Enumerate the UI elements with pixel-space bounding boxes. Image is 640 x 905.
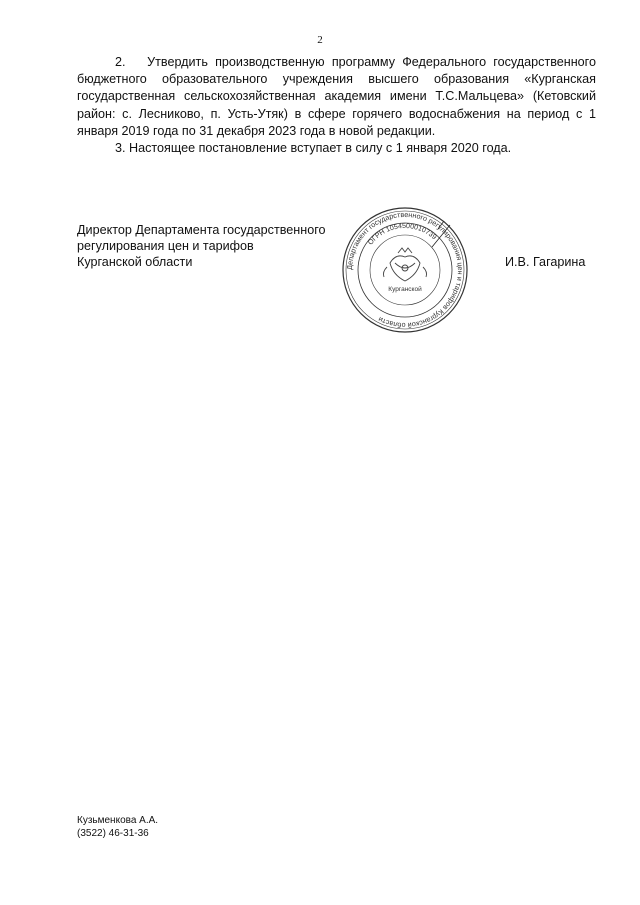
executor-contact (77, 814, 158, 840)
page-number: 2 (317, 34, 323, 46)
position-line: Директор Департамента государственного (77, 223, 326, 237)
paragraph-3: 3. Настоящее постановление вступает в силу с 1 января 2020 года. (115, 141, 512, 156)
executor-name: Кузьменкова А.А. (77, 815, 159, 826)
signature-position (77, 222, 347, 270)
seal-outer-text: Департамент государственного регулирования цен и тарифов Курганской области (344, 209, 466, 331)
position-line: Курганской области (77, 255, 193, 269)
position-line: регулирования цен и тарифов (77, 239, 254, 253)
seal-inner-text: ОГРН 1054500010739 (367, 222, 438, 247)
executor-phone: (3522) 46-31-36 (77, 828, 149, 839)
seal-center-text: Курганской (388, 286, 422, 293)
coat-of-arms-icon (383, 248, 426, 281)
official-seal-stamp (340, 205, 470, 335)
document-body (77, 54, 596, 157)
paragraph-2: 2. Утвердить производственную программу Федерального государственного бюджетного образовательного учреждения высшего образования «Курганская государственная сельскохозяйственная академия имени Т.С.Мальцева» (Кетовский район: с. Лесниково, п. Усть-Утяк) в сфере горячего водоснабжения на период с 1 января 2019 года по 31 декабря 2023 года в новой редакции. (77, 55, 596, 138)
signer-name: И.В. Гагарина (505, 255, 586, 269)
